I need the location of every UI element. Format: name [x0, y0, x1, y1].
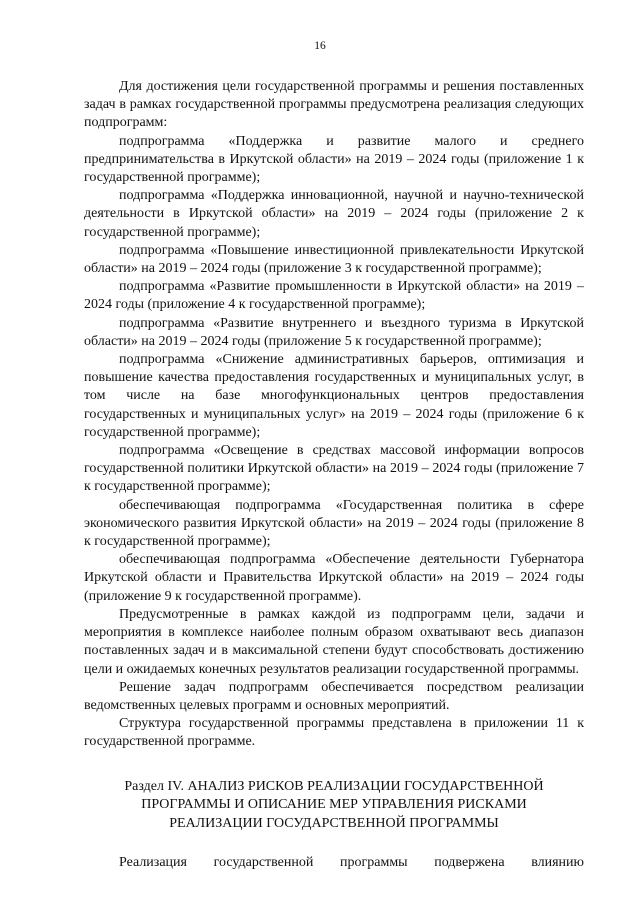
body-text	[84, 78, 584, 752]
section-heading-line: РЕАЛИЗАЦИИ ГОСУДАРСТВЕННОЙ ПРОГРАММЫ	[169, 815, 499, 831]
paragraph-intro: Для достижения цели государственной программы и решения поставленных задач в рамках государственной программы предусмотрена реализация следующих подпрограмм:	[84, 79, 584, 131]
section-heading-line: Раздел IV. АНАЛИЗ РИСКОВ РЕАЛИЗАЦИИ ГОСУДАРСТВЕННОЙ	[124, 779, 544, 794]
paragraph-goals-summary: Предусмотренные в рамках каждой из подпрограмм цели, задачи и мероприятия в комплексе наиболее полным образом охватывают весь диапазон поставленных задач и в максимальной степени будут способствовать достижению цели и ожидаемых конечных результатов реализации государственной программы.	[84, 606, 584, 677]
paragraph-subprogram-4: подпрограмма «Развитие промышленности в Иркутской области» на 2019 – 2024 годы (приложение 4 к государственной программе);	[84, 279, 584, 313]
paragraph-risks-start: Реализация государственной программы подвержена влиянию	[119, 855, 584, 870]
paragraph-subprogram-9: обеспечивающая подпрограмма «Обеспечение деятельности Губернатора Иркутской области и Правительства Иркутской области» на 2019 – 2024 годы (приложение 9 к государственной программе).	[84, 552, 584, 604]
paragraph-subprogram-2: подпрограмма «Поддержка инновационной, научной и научно-технической деятельности в Иркутской области» на 2019 – 2024 годы (приложение 2 к государственной программе);	[84, 188, 584, 240]
paragraph-subprogram-5: подпрограмма «Развитие внутреннего и въездного туризма в Иркутской области» на 2019 – 2024 годы (приложение 5 к государственной программе);	[84, 315, 584, 349]
paragraph-subprogram-1: подпрограмма «Поддержка и развитие малого и среднего предпринимательства в Иркутской области» на 2019 – 2024 годы (приложение 1 к государственной программе);	[84, 133, 584, 186]
paragraph-subprogram-8: обеспечивающая подпрограмма «Государственная политика в сфере экономического развития Иркутской области» на 2019 – 2024 годы (приложение 8 к государственной программе);	[84, 497, 584, 550]
paragraph-solution: Решение задач подпрограмм обеспечивается посредством реализации ведомственных целевых программ и основных мероприятий.	[84, 679, 584, 713]
paragraph-subprogram-6: подпрограмма «Снижение административных барьеров, оптимизация и повышение качества предоставления государственных и муниципальных услуг, в том числе на базе многофункциональных центров предоставления государственных и муниципальных услуг» на 2019 – 2024 годы (приложение 6 к государственной программе);	[84, 352, 584, 440]
paragraph-structure: Структура государственной программы представлена в приложении 11 к государственной программе.	[84, 716, 584, 750]
section-heading-line: ПРОГРАММЫ И ОПИСАНИЕ МЕР УПРАВЛЕНИЯ РИСКАМИ	[141, 797, 527, 813]
page-number: 16	[314, 40, 326, 52]
paragraph-subprogram-7: подпрограмма «Освещение в средствах массовой информации вопросов государственной политики Иркутской области» на 2019 – 2024 годы (приложение 7 к государственной программе);	[84, 443, 584, 495]
section-heading	[84, 778, 584, 833]
paragraph-subprogram-3: подпрограмма «Повышение инвестиционной привлекательности Иркутской области» на 2019 – 2024 годы (приложение 3 к государственной программе);	[84, 242, 584, 277]
